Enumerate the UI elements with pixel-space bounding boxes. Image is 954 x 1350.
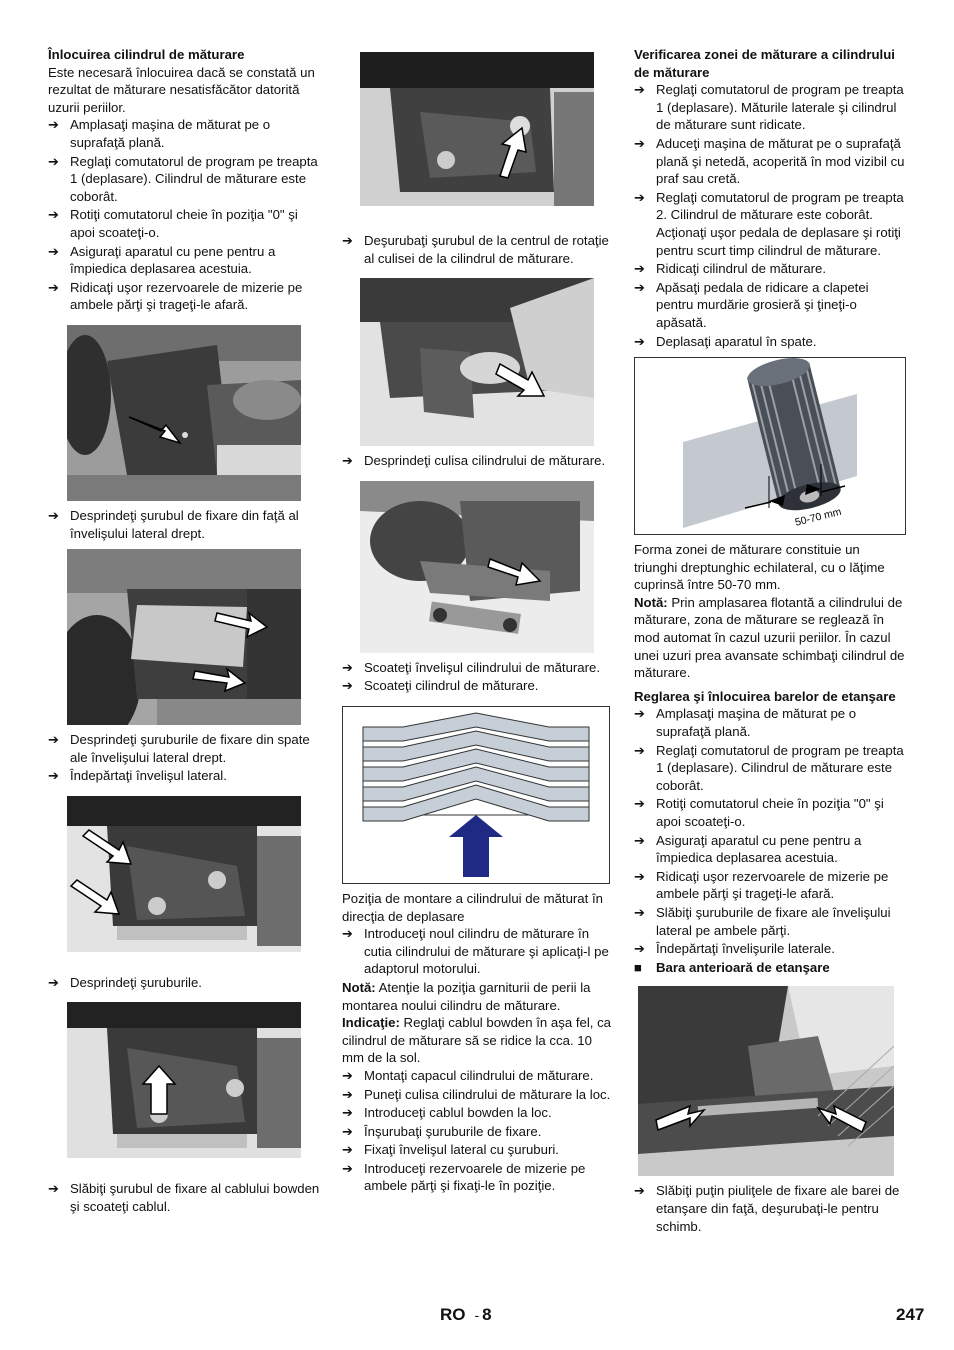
step-item: ➔ Introduceţi cablul bowden la loc. — [342, 1105, 552, 1121]
step-item: ➔ Scoateţi învelişul cilindrului de măturare. — [342, 659, 601, 675]
column-3 — [634, 46, 906, 1236]
arrow-icon: ➔ — [342, 1067, 353, 1083]
arrow-icon: ➔ — [634, 82, 645, 98]
arrow-icon: ➔ — [342, 659, 353, 675]
arrow-icon: ➔ — [48, 1181, 59, 1197]
step-item: ➔ Scoateţi cilindrul de măturare. — [342, 678, 539, 694]
column-2 — [342, 52, 614, 1196]
step-item: ➔ Reglaţi comutatorul de program pe treapta 1 (deplasare). Cilindrul de măturare este coborât. — [634, 742, 904, 793]
step-item: ➔ Amplasaţi maşina de măturat pe o suprafaţă plană. — [48, 117, 271, 150]
square-bullet-icon: ■ — [634, 959, 642, 975]
note-text: Notă: Atenţie la poziţia garniturii de perii la montarea noului cilindru de măturare. — [342, 979, 591, 1013]
arrow-icon: ➔ — [342, 1160, 353, 1176]
language-code: RO — [440, 1305, 466, 1324]
photo-rear-screws — [67, 549, 301, 725]
step-item: ➔ Slăbiţi şuruburile de fixare ale învelişului lateral pe ambele părţi. — [634, 904, 891, 938]
step-item: ➔ Desprindeţi şurubul de fixare din faţă al învelişului lateral drept. — [48, 507, 299, 541]
step-item: ➔ Desprindeţi şuruburile de fixare din spate ale învelişului lateral drept. — [48, 732, 310, 765]
arrow-icon: ➔ — [48, 117, 59, 133]
photo-bowden-cable — [67, 1002, 301, 1158]
bullet-heading: ■ Bara anterioară de etanşare — [634, 959, 830, 975]
arrow-icon: ➔ — [634, 832, 645, 848]
section-heading: Înlocuirea cilindrul de măturare — [48, 47, 245, 62]
step-item: ➔ Aduceţi maşina de măturat pe o suprafaţă plană şi netedă, acoperită în mod vizibil cu praf sau cretă. — [634, 135, 905, 187]
step-item: ➔ Ridicaţi uşor rezervoarele de mizerie pe ambele părţi şi trageţi-le afară. — [634, 868, 889, 902]
arrow-icon: ➔ — [634, 796, 645, 812]
arrow-icon: ➔ — [48, 507, 59, 523]
photo-sealing-bar — [638, 986, 894, 1176]
step-item: ➔ Montaţi capacul cilindrului de măturare. — [342, 1067, 594, 1083]
step-item: ➔ Reglaţi comutatorul de program pe treapta 1 (deplasare). Cilindrul de măturare este coborât. — [48, 153, 318, 204]
step-item: ➔ Fixaţi învelişul lateral cu şuruburi. — [342, 1142, 559, 1158]
arrow-icon: ➔ — [634, 261, 645, 277]
photo-screws — [67, 796, 301, 952]
arrow-icon: ➔ — [342, 926, 353, 942]
photo-slide-removed — [360, 481, 594, 653]
arrow-icon: ➔ — [342, 453, 353, 469]
photo-slide-release — [360, 278, 594, 446]
step-item: ➔ Asiguraţi aparatul cu pene pentru a împiedica deplasarea acestuia. — [48, 243, 276, 277]
arrow-icon: ➔ — [342, 1123, 353, 1139]
step-item: ➔ Introduceţi noul cilindru de măturare în cutia cilindrului de măturare şi aplicaţi-l pe adaptorul motorului. — [342, 926, 609, 977]
arrow-icon: ➔ — [48, 974, 59, 990]
step-item: ➔ Ridicaţi cilindrul de măturare. — [634, 261, 827, 277]
arrow-icon: ➔ — [634, 706, 645, 722]
step-item: ➔ Ridicaţi uşor rezervoarele de mizerie pe ambele părţi şi trageţi-le afară. — [48, 279, 303, 313]
step-item: ➔ Rotiţi comutatorul cheie în poziţia "0" şi apoi scoateţi-o. — [48, 207, 298, 240]
arrow-icon: ➔ — [342, 1086, 353, 1102]
arrow-icon: ➔ — [48, 732, 59, 748]
arrow-icon: ➔ — [342, 1105, 353, 1121]
column-1 — [48, 46, 320, 1217]
page-number: 247 — [896, 1305, 925, 1324]
intro-text: Este necesară înlocuirea dacă se constată un rezultat de măturare nesatisfăcător datorită uzurii periilor. — [48, 64, 315, 115]
step-item: ➔ Reglaţi comutatorul de program pe treapta 2. Cilindrul de măturare este coborât. Acţionaţi uşor pedala de deplasare şi rotiţi pentru scurt timp cilindrul de măturare. — [634, 189, 904, 258]
step-item: ➔ Îndepărtaţi învelişurile laterale. — [634, 941, 835, 957]
zone-description: Forma zonei de măturare constituie un triunghi dreptunghic echilateral, cu o lăţime cuprinsă între 50-70 mm. — [634, 542, 885, 593]
step-item: ➔ Amplasaţi maşina de măturat pe o suprafaţă plană. — [634, 706, 857, 740]
arrow-icon: ➔ — [634, 904, 645, 920]
step-item: ➔ Apăsaţi pedala de ridicare a clapetei pentru murdărie grosieră şi ţineţi-o apăsată. — [634, 279, 869, 330]
mounting-diagram — [342, 706, 610, 884]
arrow-icon: ➔ — [634, 742, 645, 758]
arrow-icon: ➔ — [342, 678, 353, 694]
arrow-icon: ➔ — [48, 243, 59, 259]
step-item: ➔ Introduceţi rezervoarele de mizerie pe ambele părţi şi fixaţi-le în poziţie. — [342, 1160, 586, 1194]
hint-text: Indicaţie: Reglaţi cablul bowden în aşa fel, ca cilindrul de măturare să se ridice la cca. 10 mm de la sol. — [342, 1015, 612, 1066]
step-item: ➔ Slăbiţi puţin piuliţele de fixare ale barei de etanşare din faţă, deşurubaţi-le pentru schimb. — [634, 1183, 900, 1234]
step-item: ➔ Reglaţi comutatorul de program pe treapta 1 (deplasare). Măturile laterale şi cilindrul de măturare sunt ridicate. — [634, 82, 904, 133]
arrow-icon: ➔ — [634, 941, 645, 957]
section-heading: Verificarea zonei de măturare a cilindrului de măturare — [634, 47, 895, 80]
step-item: ➔ Slăbiţi şurubul de fixare al cablului bowden şi scoateţi cablul. — [48, 1181, 320, 1215]
arrow-icon: ➔ — [634, 135, 645, 151]
step-item: ➔ Deplasaţi aparatul în spate. — [634, 333, 817, 349]
section-page-number: 8 — [482, 1305, 492, 1324]
arrow-icon: ➔ — [48, 279, 59, 295]
arrow-icon: ➔ — [634, 333, 645, 349]
step-item: ➔ Desprindeţi şuruburile. — [48, 974, 202, 990]
sweep-zone-diagram — [634, 357, 906, 535]
step-item: ➔ Puneţi culisa cilindrului de măturare la loc. — [342, 1086, 611, 1102]
arrow-icon: ➔ — [48, 153, 59, 169]
note-text: Notă: Prin amplasarea flotantă a cilindrului de măturare, zona de măturare se reglează în mod automat în cazul uzurii periilor. În cazul unei uzuri prea avansate schimbaţi cilindrul de măturare. — [634, 594, 905, 681]
arrow-icon: ➔ — [634, 189, 645, 205]
arrow-icon: ➔ — [48, 207, 59, 223]
step-item: ➔ Îndepărtaţi învelişul lateral. — [48, 768, 227, 784]
zone-width-label: 50-70 mm — [793, 505, 843, 529]
photo-pivot-screw — [360, 52, 594, 206]
step-item: ➔ Desprindeţi culisa cilindrului de măturare. — [342, 453, 606, 469]
arrow-icon: ➔ — [634, 868, 645, 884]
arrow-icon: ➔ — [342, 1142, 353, 1158]
diagram-caption: Poziţia de montare a cilindrului de măturat în direcţia de deplasare — [342, 890, 603, 924]
arrow-icon: ➔ — [342, 233, 353, 248]
step-item: ➔ Rotiţi comutatorul cheie în poziţia "0" şi apoi scoateţi-o. — [634, 796, 884, 829]
step-item: ➔ Asiguraţi aparatul cu pene pentru a împiedica deplasarea acestuia. — [634, 832, 862, 866]
page-footer-section: RO - 8 — [440, 1305, 492, 1324]
step-item: ➔ Deşurubaţi şurubul de la centrul de rotaţie al culisei de la cilindrul de măturare. — [342, 233, 609, 266]
photo-front-screw — [67, 325, 301, 501]
arrow-icon: ➔ — [634, 279, 645, 295]
arrow-icon: ➔ — [634, 1183, 645, 1199]
arrow-icon: ➔ — [48, 768, 59, 784]
step-list — [48, 116, 320, 314]
section-heading: Reglarea şi înlocuirea barelor de etanşare — [634, 688, 896, 704]
step-item: ➔ Înşurubaţi şuruburile de fixare. — [342, 1123, 542, 1139]
